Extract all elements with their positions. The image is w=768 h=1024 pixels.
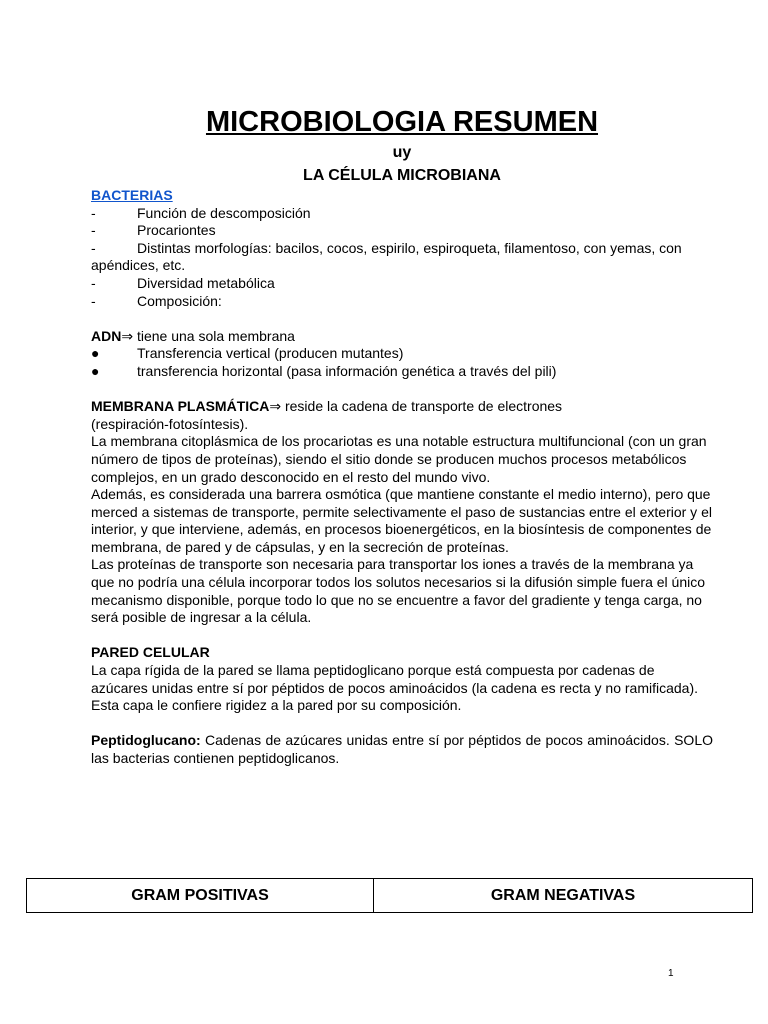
membrana-paragraph: Además, es considerada una barrera osmótica (que mantiene constante el medio interno), pero que merced a sistemas de transporte, permite selectivamente el paso de sustancias entre el exterior y el interior, y que interviene, además, en procesos bioenergéticos, en la biosíntesis de componentes de membrana, de pared y de cápsulas, y en la secreción de proteínas. — [91, 486, 712, 555]
peptido-paragraph — [91, 732, 713, 767]
list-item — [91, 205, 713, 223]
dash-marker: - — [91, 239, 96, 256]
list-item-continuation: apéndices, etc. — [91, 257, 186, 274]
list-item — [91, 240, 713, 258]
list-item — [91, 275, 713, 293]
membrana-label: MEMBRANA PLASMÁTICA — [91, 398, 270, 415]
adn-line — [91, 328, 713, 346]
peptido-label: Peptidoglucano: — [91, 732, 201, 749]
table-header-gram-positivas: GRAM POSITIVAS — [27, 879, 374, 912]
list-item-text: transferencia horizontal (pasa información genética a través del pili) — [137, 362, 557, 379]
arrow-icon: ⇒ — [121, 327, 134, 344]
list-item-text: Procariontes — [137, 222, 216, 239]
list-item-text: Distintas morfologías: bacilos, cocos, espirilo, espiroqueta, filamentoso, con yemas, con — [137, 239, 682, 256]
bullet-marker: ● — [91, 345, 100, 362]
list-item — [91, 222, 713, 240]
section-title: LA CÉLULA MICROBIANA — [303, 167, 501, 184]
list-item-text: Transferencia vertical (producen mutantes) — [137, 345, 404, 362]
list-item-text: Función de descomposición — [137, 204, 311, 221]
adn-text: tiene una sola membrana — [133, 327, 295, 344]
bacterias-link[interactable]: BACTERIAS — [91, 187, 173, 203]
dash-marker: - — [91, 222, 96, 239]
arrow-icon: ⇒ — [269, 398, 282, 415]
membrana-paragraph: Las proteínas de transporte son necesaria para transportar los iones a través de la membrana ya que no podría una célula incorporar todos los solutos necesarios si la difusión simple fuera el único mecanismo disponible, porque todo lo que no se encuentre a favor del gradiente y tenga carga, no será posible de ingresar a la célula. — [91, 556, 706, 626]
bullet-marker: ● — [91, 362, 100, 379]
dash-marker: - — [91, 274, 96, 291]
list-item-text: Diversidad metabólica — [137, 274, 275, 291]
page-title: MICROBIOLOGIA RESUMEN — [205, 106, 599, 138]
subtitle-uy: uy — [392, 144, 412, 161]
list-item — [91, 345, 713, 363]
document-body — [91, 187, 713, 768]
dash-marker: - — [91, 204, 96, 221]
list-item — [91, 293, 713, 311]
membrana-line — [91, 398, 713, 416]
membrana-paragraph: La membrana citoplásmica de los procariotas es una notable estructura multifuncional (con un gran número de tipos de proteínas), siendo el sitio donde se producen muchos procesos metabólicos complejos, en un grado desconocido en el resto del mundo vivo. — [91, 433, 707, 485]
dash-marker: - — [91, 292, 96, 309]
adn-label: ADN — [91, 327, 122, 344]
table-header-gram-negativas: GRAM NEGATIVAS — [490, 886, 636, 904]
peptido-text: Cadenas de azúcares unidas entre sí por péptidos de pocos aminoácidos. SOLO las bacterias contienen peptidoglicanos. — [91, 732, 713, 766]
pared-paragraph: La capa rígida de la pared se llama peptidoglicano porque está compuesta por cadenas de azúcares unidas entre sí por péptidos de pocos aminoácidos (la cadena es recta y no ramificada). Esta capa le confiere rigidez a la pared por su composición. — [91, 662, 699, 714]
list-item — [91, 363, 713, 381]
page-number: 1 — [668, 968, 674, 979]
list-item-text: Composición: — [137, 292, 222, 309]
pared-heading: PARED CELULAR — [91, 644, 210, 661]
membrana-text: reside la cadena de transporte de electrones — [281, 398, 563, 415]
membrana-text-2: (respiración-fotosíntesis). — [91, 415, 249, 432]
gram-table — [26, 878, 753, 913]
